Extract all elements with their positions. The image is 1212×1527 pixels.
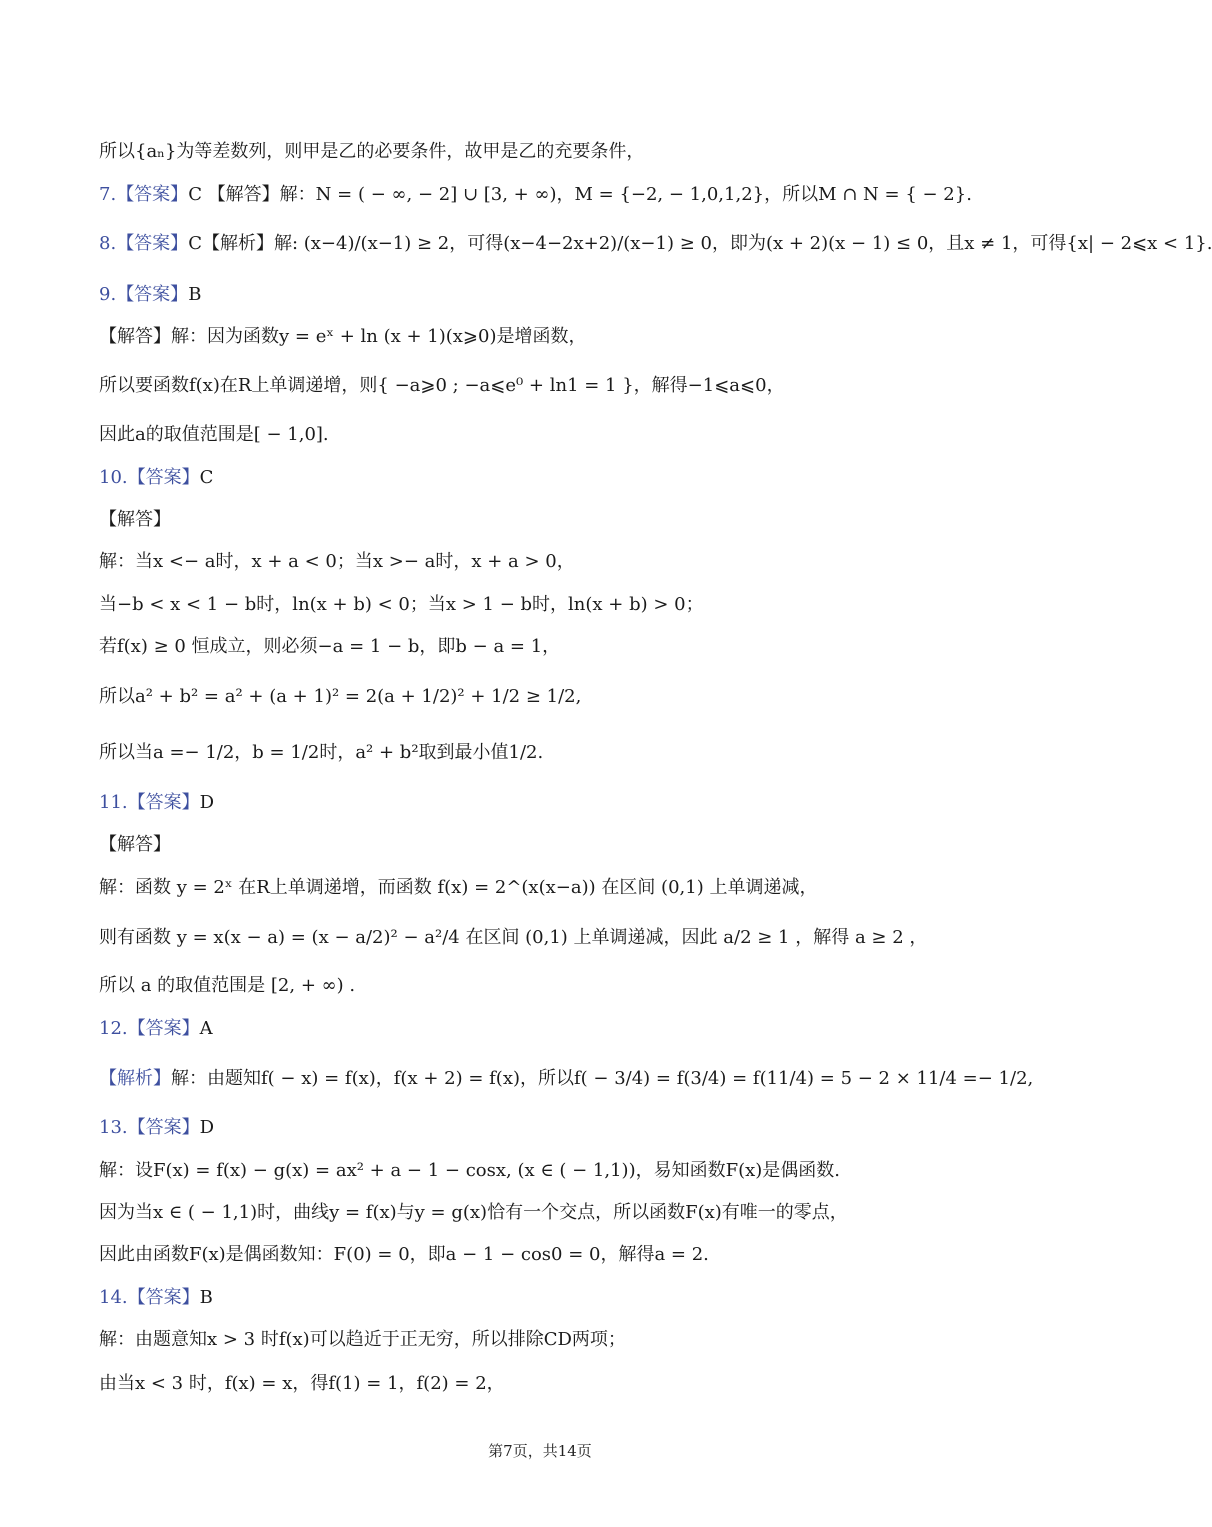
line-text: 若f(x) ≥ 0 恒成立，则必须−a = 1 − b，即b − a = 1，: [99, 636, 561, 657]
page-footer: 第7页，共14页: [488, 1442, 592, 1460]
line-text: 由当x < 3 时，f(x) = x，得f(1) = 1，f(2) = 2，: [99, 1373, 505, 1394]
text-line: [99, 181, 1020, 209]
label-tag: 【解析】: [99, 1068, 171, 1089]
label-tag: 【答案】: [127, 467, 200, 488]
line-text: A: [199, 1018, 213, 1039]
line-text: B: [199, 1287, 213, 1308]
text-line: [99, 464, 1020, 492]
line-text: 所以 a 的取值范围是 [2, + ∞) .: [99, 975, 356, 996]
question-number: 13.: [99, 1117, 128, 1138]
text-line: [99, 1241, 1020, 1269]
line-text: 【解答】: [99, 834, 171, 855]
text-line: [99, 548, 1020, 576]
line-text: 解：由题意知x > 3 时f(x)可以趋近于正无穷，所以排除CD两项；: [99, 1329, 626, 1350]
text-line: [99, 1370, 1020, 1398]
line-text: 所以{aₙ}为等差数列，则甲是乙的必要条件，故甲是乙的充要条件，: [99, 141, 645, 162]
line-text: 解：设F(x) = f(x) − g(x) = ax² + a − 1 − cosx, (x ∈ ( − 1,1))，易知函数F(x)是偶函数.: [99, 1160, 841, 1181]
text-line: [99, 1326, 1020, 1354]
line-text: 【解答】: [99, 509, 171, 530]
line-text: 所以要函数f(x)在R上单调递增，则{ −a⩾0 ; −a⩽e⁰ + ln1 = 1 }，解得−1⩽a⩽0，: [99, 375, 785, 396]
text-line: [99, 739, 1020, 767]
question-number: 10.: [99, 467, 128, 488]
text-line: [99, 591, 1020, 619]
line-text: 则有函数 y = x(x − a) = (x − a/2)² − a²/4 在区间 (0,1) 上单调递减，因此 a/2 ≥ 1 ，解得 a ≥ 2 ，: [99, 927, 928, 948]
line-text: C【解析】解: (x−4)/(x−1) ≥ 2，可得(x−4−2x+2)/(x−1) ≥ 0，即为(x + 2)(x − 1) ≤ 0，且x ≠ 1，可得{x| − 2⩽x < 1}.: [188, 233, 1212, 254]
line-text: 解：由题知f( − x) = f(x)，f(x + 2) = f(x)，所以f( − 3/4) = f(3/4) = f(11/4) = 5 − 2 × 11/4 =− 1/2,: [171, 1068, 1034, 1089]
question-number: 11.: [99, 792, 128, 813]
line-text: 解：当x <− a时，x + a < 0；当x >− a时，x + a > 0，: [99, 551, 575, 572]
text-line: [99, 138, 1020, 166]
question-number: 12.: [99, 1018, 128, 1039]
line-text: 解：函数 y = 2ˣ 在R上单调递增，而函数 f(x) = 2^(x(x−a)) 在区间 (0,1) 上单调递减，: [99, 877, 818, 898]
text-line: [99, 1065, 1034, 1093]
text-line: [99, 1284, 1020, 1312]
text-line: [99, 972, 1020, 1000]
label-tag: 【答案】: [116, 233, 189, 254]
text-line: [99, 1199, 1020, 1227]
line-text: D: [199, 792, 215, 813]
text-line: [99, 323, 1020, 351]
text-line: [99, 1157, 1020, 1185]
text-line: [99, 633, 1020, 661]
text-line: [99, 874, 1020, 902]
label-tag: 【答案】: [127, 792, 200, 813]
line-text: D: [199, 1117, 215, 1138]
line-text: 所以a² + b² = a² + (a + 1)² = 2(a + 1/2)² + 1/2 ≥ 1/2,: [99, 686, 582, 707]
line-text: 所以当a =− 1/2，b = 1/2时，a² + b²取到最小值1/2.: [99, 742, 544, 763]
label-tag: 【答案】: [116, 284, 189, 305]
question-number: 7.: [99, 184, 117, 205]
question-number: 14.: [99, 1287, 128, 1308]
line-text: B: [188, 284, 202, 305]
text-line: [99, 230, 1212, 258]
text-line: [99, 924, 1020, 952]
text-line: [99, 831, 1020, 859]
line-text: 【解答】解：因为函数y = eˣ + ln (x + 1)(x⩾0)是增函数，: [99, 326, 587, 347]
label-tag: 【答案】: [127, 1287, 200, 1308]
text-line: [99, 683, 1020, 711]
line-text: 因此a的取值范围是[ − 1,0].: [99, 424, 329, 445]
text-line: [99, 281, 1020, 309]
line-text: C: [199, 467, 214, 488]
text-line: [99, 1015, 1020, 1043]
question-number: 9.: [99, 284, 117, 305]
text-line: [99, 421, 1020, 449]
text-line: [99, 1114, 1020, 1142]
text-line: [99, 789, 1020, 817]
label-tag: 【答案】: [127, 1117, 200, 1138]
label-tag: 【答案】: [116, 184, 189, 205]
line-text: 当−b < x < 1 − b时，ln(x + b) < 0；当x > 1 − b时，ln(x + b) > 0；: [99, 594, 704, 615]
question-number: 8.: [99, 233, 117, 254]
text-line: [99, 506, 1020, 534]
line-text: 因此由函数F(x)是偶函数知：F(0) = 0，即a − 1 − cos0 = 0，解得a = 2.: [99, 1244, 709, 1265]
line-text: C 【解答】解：N = ( − ∞, − 2] ∪ [3, + ∞)，M = {−2, − 1,0,1,2}，所以M ∩ N = { − 2}.: [188, 184, 972, 205]
line-text: 因为当x ∈ ( − 1,1)时，曲线y = f(x)与y = g(x)恰有一个交点，所以函数F(x)有唯一的零点，: [99, 1202, 848, 1223]
label-tag: 【答案】: [127, 1018, 200, 1039]
text-line: [99, 372, 1020, 400]
